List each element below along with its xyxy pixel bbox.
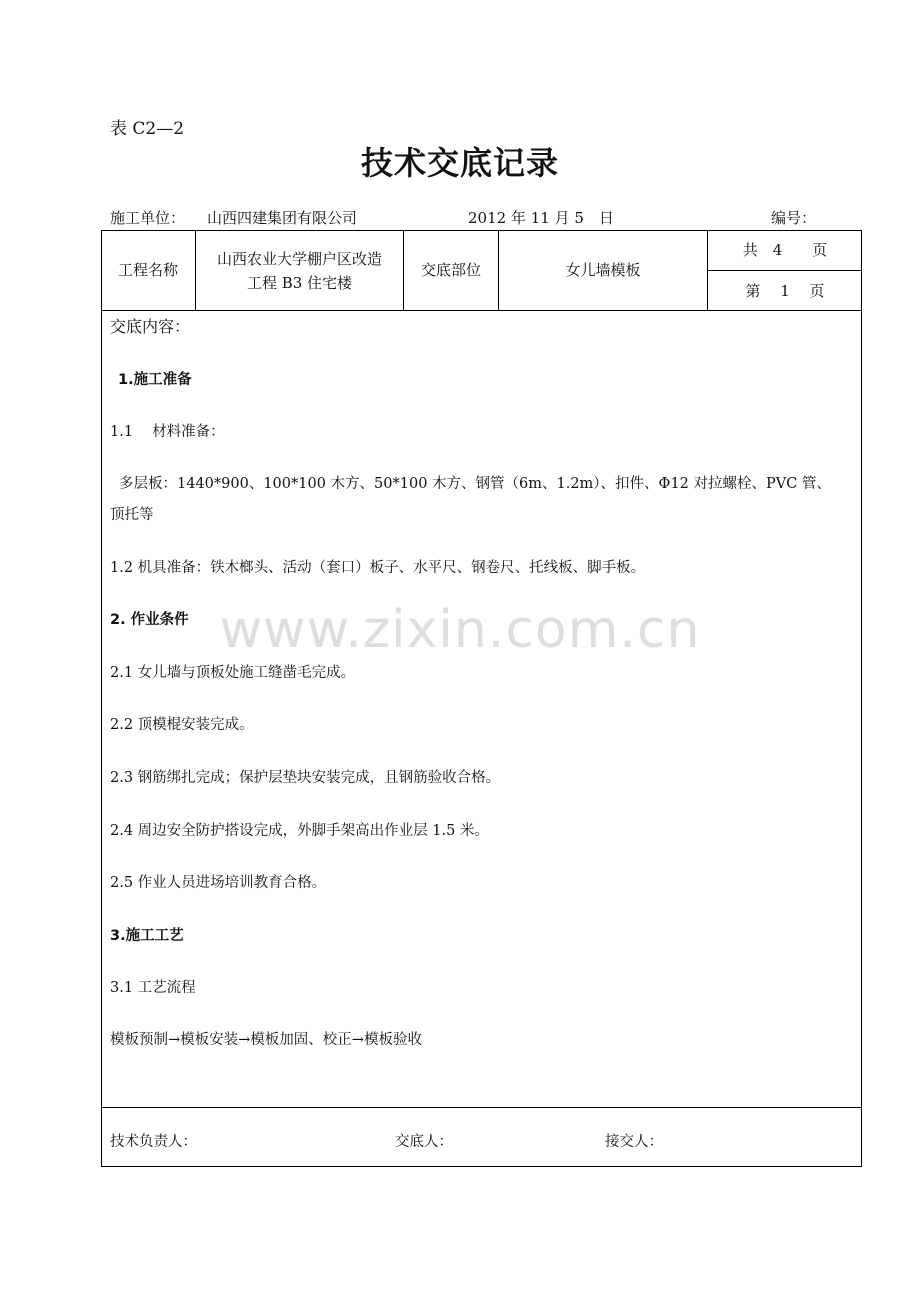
content-line: 多层板：1440*900、100*100 木方、50*100 木方、钢管（6m、1.2m）、扣件、Φ12 对拉螺栓、PVC 管、 [119, 476, 831, 492]
section-heading: 3.施工工艺 [110, 928, 184, 944]
project-name-value-line2: 工程 B3 住宅楼 [246, 274, 353, 292]
record-date: 2012 年 11 月 5 日 [468, 209, 614, 227]
serial-number-label: 编号： [771, 209, 817, 227]
content-line: 模板预制→模板安装→模板加固、校正→模板验收 [110, 1032, 422, 1048]
disclosure-part-value: 女儿墙模板 [565, 261, 641, 279]
watermark: www.zixin.com.cn [219, 600, 701, 660]
footer-top-divider [101, 1107, 862, 1108]
section-heading: 2. 作业条件 [110, 612, 189, 628]
header-page-divider [707, 270, 862, 271]
header-bottom-divider [101, 310, 862, 311]
content-line: 2.1 女儿墙与顶板处施工缝凿毛完成。 [110, 665, 356, 681]
record-table [101, 230, 862, 1167]
project-name-label: 工程名称 [117, 261, 178, 279]
page-title: 技术交底记录 [360, 144, 559, 182]
total-pages: 共 4 页 [742, 241, 828, 259]
tech-lead-label: 技术负责人： [110, 1134, 197, 1150]
content-line: 3.1 工艺流程 [110, 980, 196, 996]
construction-unit-value: 山西四建集团有限公司 [207, 209, 358, 227]
receiver-label: 接交人： [605, 1134, 663, 1150]
content-line: 2.3 钢筋绑扎完成；保护层垫块安装完成，且钢筋验收合格。 [110, 770, 501, 786]
construction-unit-label: 施工单位： [110, 209, 186, 227]
page-number: 第 1 页 [745, 282, 825, 300]
content-line: 2.2 顶模棍安装完成。 [110, 717, 254, 733]
content-line: 2.5 作业人员进场培训教育合格。 [110, 875, 327, 891]
content-line: 1.1 材料准备： [110, 424, 225, 440]
disclosure-part-label: 交底部位 [420, 261, 481, 279]
project-name-value-line1: 山西农业大学棚户区改造 [216, 250, 382, 268]
content-line: 顶托等 [110, 507, 154, 523]
content-line: 1.2 机具准备：铁木榔头、活动（套口）板子、水平尺、钢卷尺、托线板、脚手板。 [110, 560, 646, 576]
discloser-label: 交底人： [395, 1134, 453, 1150]
form-number: 表 C2—2 [110, 119, 185, 139]
content-line: 2.4 周边安全防护搭设完成，外脚手架高出作业层 1.5 米。 [110, 823, 489, 839]
content-label: 交底内容： [110, 317, 191, 336]
section-heading: 1.施工准备 [118, 372, 192, 388]
